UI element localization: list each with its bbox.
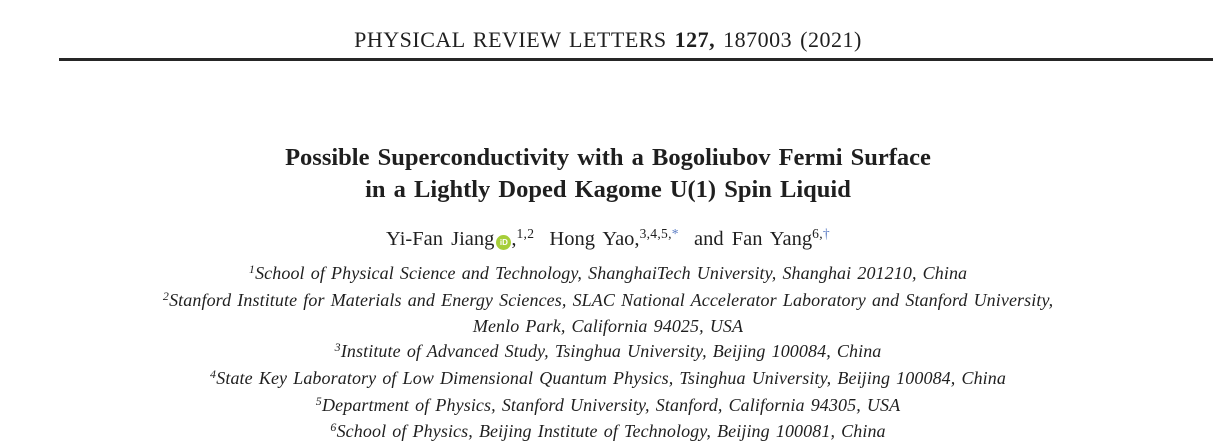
affiliation-1-sup: 1: [248, 262, 256, 277]
header-rule: [59, 58, 1213, 61]
title-line-1: Possible Superconductivity with a Bogoliubov Fermi Surface: [285, 144, 931, 171]
orcid-icon-label: iD: [499, 238, 508, 247]
affiliation-5: [0, 393, 1216, 420]
affiliation-2-continued: [0, 314, 1216, 339]
author-yi-fan-jiang: [386, 228, 534, 250]
affiliation-3-text: Institute of Advanced Study, Tsinghua University, Beijing 100084, China: [340, 341, 882, 362]
author-fan-yang: [694, 228, 830, 250]
affiliation-5-text: Department of Physics, Stanford University, Stanford, California 94305, USA: [322, 394, 901, 415]
author-1-affiliation-sup: 1,2: [516, 226, 535, 242]
title-line-2: in a Lightly Doped Kagome U(1) Spin Liquid: [365, 176, 851, 203]
affiliation-5-sup: 5: [315, 393, 323, 408]
paper-title: [0, 142, 1216, 206]
author-2-affiliation-sup: 3,4,5,: [639, 226, 672, 242]
affiliation-2-text-continued: Menlo Park, California 94025, USA: [472, 316, 744, 337]
author-3-affiliation-sup: 6,: [812, 226, 823, 242]
affiliation-2: [0, 288, 1216, 315]
affiliation-4-text: State Key Laboratory of Low Dimensional Quantum Physics, Tsinghua University, Beijing 100084, China: [216, 367, 1006, 388]
journal-volume: 127,: [674, 27, 716, 52]
author-1-comma: ,: [511, 228, 517, 250]
journal-name: PHYSICAL REVIEW LETTERS: [354, 27, 667, 52]
affiliation-3: [0, 339, 1216, 366]
footnote-star-link[interactable]: *: [671, 226, 679, 242]
affiliation-4: [0, 366, 1216, 393]
author-hong-yao: [549, 228, 678, 250]
author-2-name: Hong Yao,: [549, 228, 640, 250]
author-list: [0, 228, 1216, 251]
author-1-name: Yi-Fan Jiang: [386, 228, 495, 250]
footnote-dagger-link[interactable]: †: [822, 226, 830, 242]
affiliation-6-sup: 6: [330, 420, 337, 435]
orcid-icon[interactable]: [496, 235, 511, 250]
affiliation-4-sup: 4: [210, 366, 217, 381]
affiliation-6: [0, 419, 1216, 446]
affiliation-1: [0, 261, 1216, 288]
journal-header: [0, 27, 1216, 53]
affiliation-2-text: Stanford Institute for Materials and Energy Sciences, SLAC National Accelerator Laboratory and Stanford University,: [169, 289, 1054, 310]
affiliation-2-sup: 2: [162, 288, 170, 303]
journal-article-number: 187003 (2021): [723, 27, 862, 52]
author-3-name: and Fan Yang: [693, 228, 813, 250]
affiliation-6-text: School of Physics, Beijing Institute of Technology, Beijing 100081, China: [336, 421, 886, 442]
affiliation-3-sup: 3: [334, 340, 341, 355]
affiliations: [0, 261, 1216, 446]
affiliation-1-text: School of Physical Science and Technology, ShanghaiTech University, Shanghai 201210, China: [255, 263, 968, 283]
